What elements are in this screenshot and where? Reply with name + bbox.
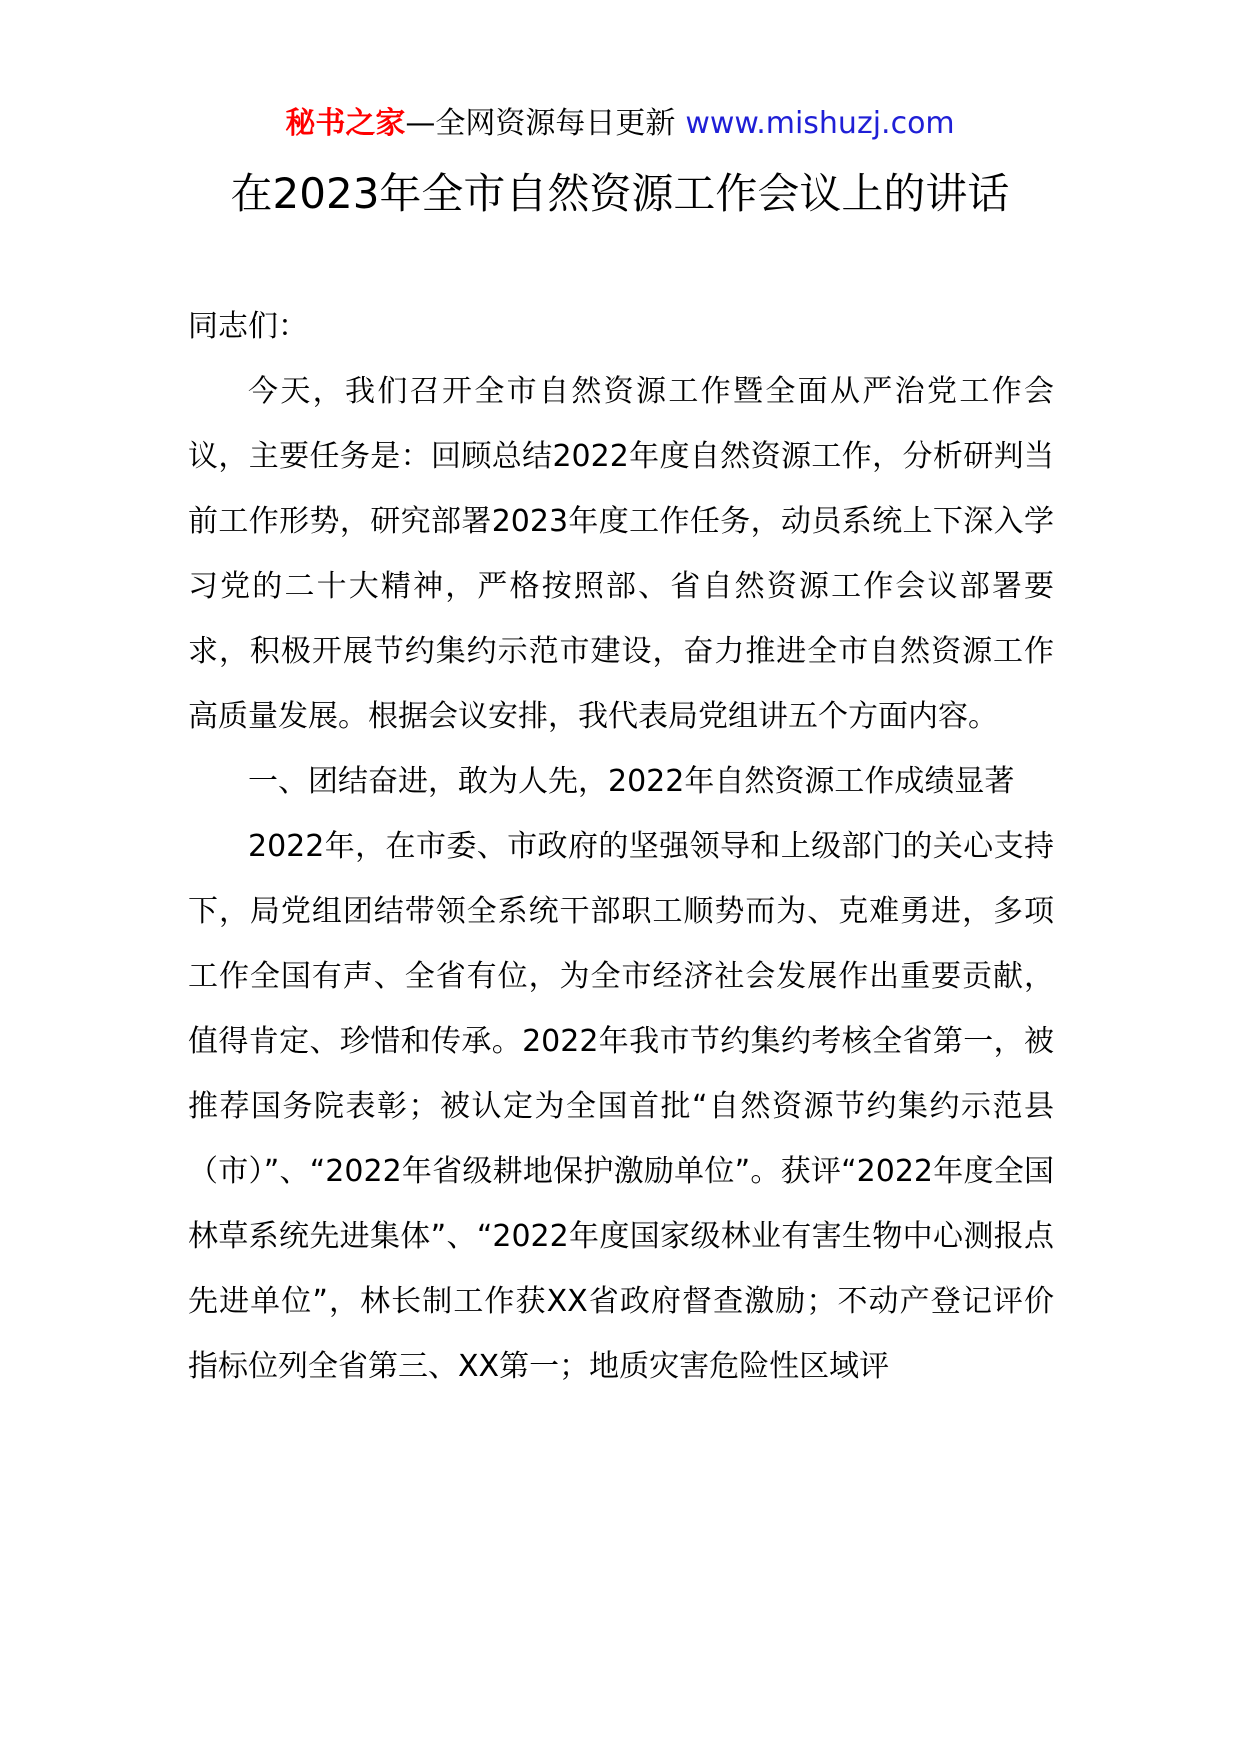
header-banner: [0, 102, 1240, 146]
intro-paragraph: 今天，我们召开全市自然资源工作暨全面从严治党工作会议，主要任务是：回顾总结2022年度自然资源工作，分析研判当前工作形势，研究部署2023年度工作任务，动员系统上下深入学习党的二十大精神，严格按照部、省自然资源工作会议部署要求，积极开展节约集约示范市建设，奋力推进全市自然资源工作高质量发展。根据会议安排，我代表局党组讲五个方面内容。: [188, 374, 1054, 734]
section-paragraph: 2022年，在市委、市政府的坚强领导和上级部门的关心支持下，局党组团结带领全系统干部职工顺势而为、克难勇进，多项工作全国有声、全省有位，为全市经济社会发展作出重要贡献，值得肯定、珍惜和传承。2022年我市节约集约考核全省第一，被推荐国务院表彰；被认定为全国首批“自然资源节约集约示范县（市）”、“2022年省级耕地保护激励单位”。获评“2022年度全国林草系统先进集体”、“2022年度国家级林业有害生物中心测报点先进单位”，林长制工作获XX省政府督查激励；不动产登记评价指标位列全省第三、XX第一；地质灾害危险性区域评: [188, 829, 1054, 1384]
section-heading: 一、团结奋进，敢为人先，2022年自然资源工作成绩显著: [248, 764, 1015, 799]
page-title: 在2023年全市自然资源工作会议上的讲话: [230, 169, 1010, 218]
document-body: [188, 294, 1054, 1399]
salutation: 同志们：: [188, 309, 308, 344]
site-url[interactable]: www.mishuzj.com: [685, 106, 955, 141]
brand-name: 秘书之家: [285, 106, 406, 141]
slogan: —全网资源每日更新: [405, 106, 676, 141]
